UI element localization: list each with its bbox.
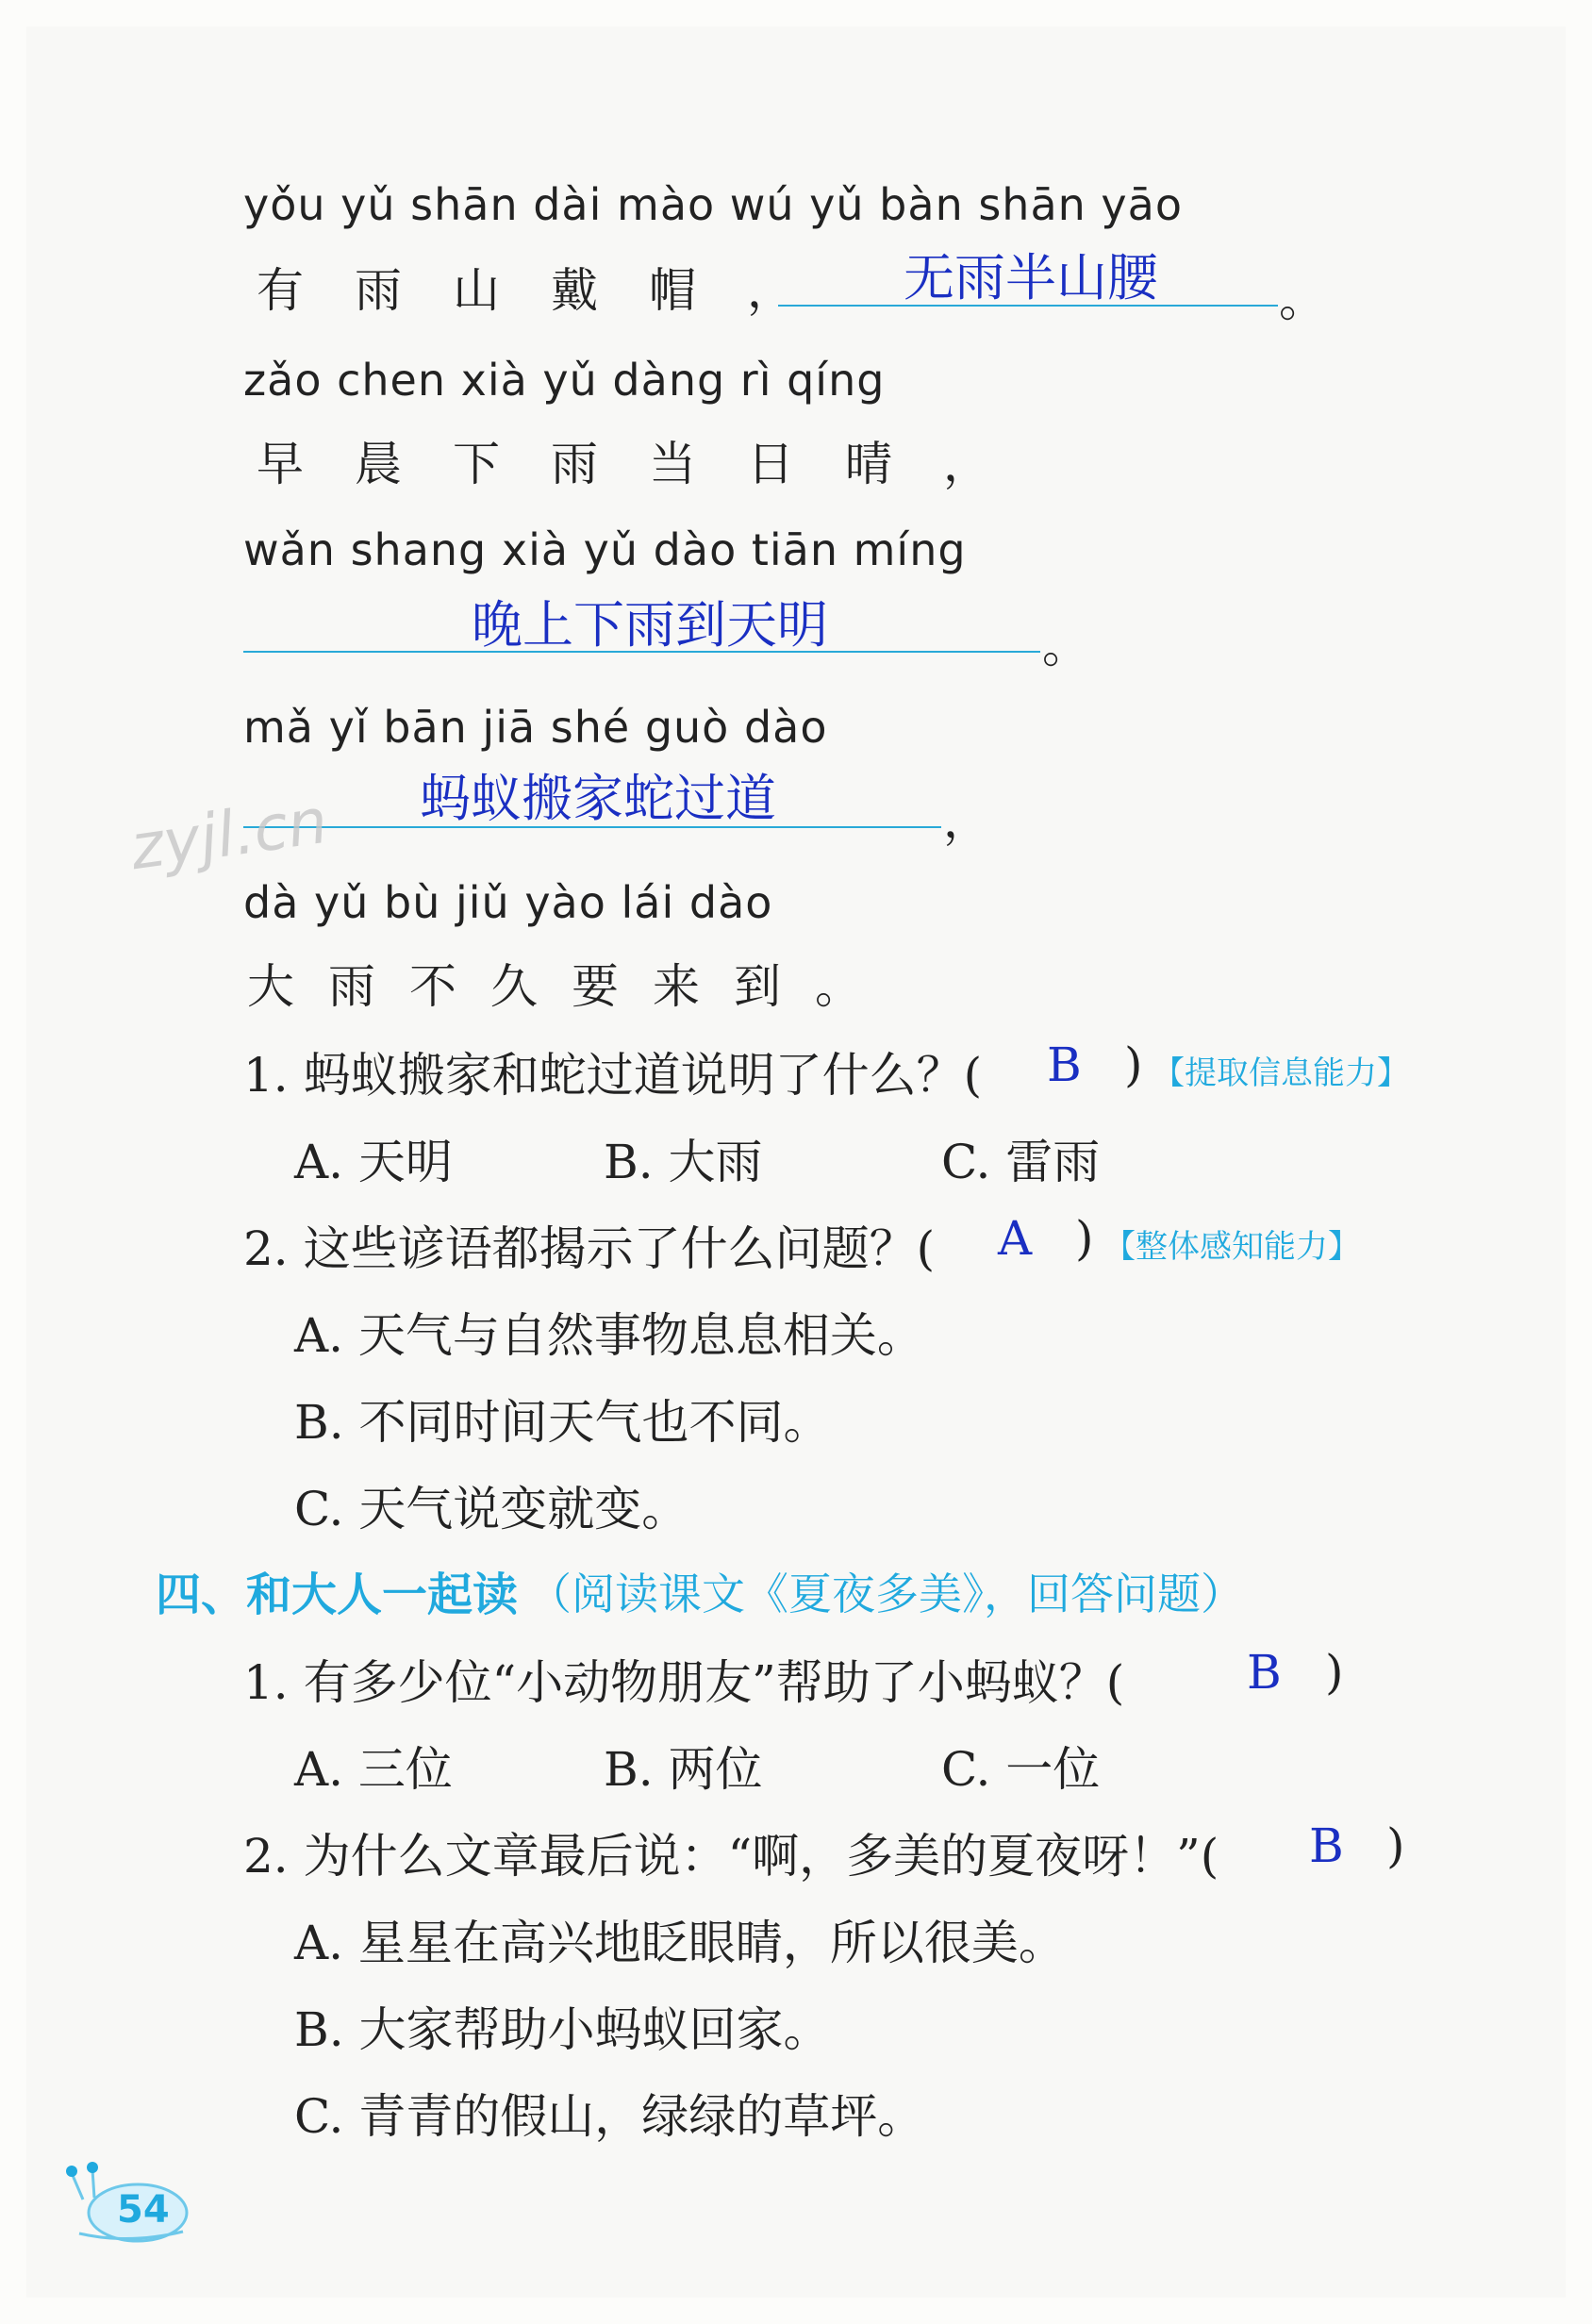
section-4-note: （阅读课文《夏夜多美》，回答问题）: [528, 1569, 1244, 1619]
answer-3-2: A: [998, 1211, 1033, 1266]
paren-close-3-2: ): [1075, 1211, 1094, 1266]
pinyin-line-1: yǒu yǔ shān dài mào wú yǔ bàn shān yāo: [243, 179, 1183, 230]
paren-close-4-1: ): [1325, 1645, 1344, 1700]
question-3-1: 1. 蚂蚁搬家和蛇过道说明了什么？(: [243, 1048, 983, 1103]
option-4-2-b: B. 大家帮助小蚂蚁回家。: [294, 2002, 831, 2057]
skill-tag-3-1: 【提取信息能力】: [1153, 1054, 1409, 1092]
pinyin-line-2: zǎo chen xià yǔ dàng rì qíng: [243, 355, 886, 406]
answer-3-1: B: [1047, 1038, 1082, 1092]
hanzi-line-5: 大 雨 不 久 要 来 到 。: [247, 959, 862, 1014]
pinyin-line-4: mǎ yǐ bān jiā shé guò dào: [243, 702, 828, 753]
question-4-1: 1. 有多少位“小动物朋友”帮助了小蚂蚁？(: [243, 1655, 1125, 1710]
option-4-1-b: B. 两位: [604, 1742, 763, 1797]
paren-close-3-1: ): [1124, 1038, 1143, 1092]
pinyin-line-3: wǎn shang xià yǔ dào tiān míng: [243, 524, 967, 575]
answer-blank-3-line: [243, 826, 941, 828]
period-1: 。: [1279, 273, 1326, 327]
answer-blank-3-text: 蚂蚁搬家蛇过道: [420, 769, 776, 828]
option-3-1-a: A. 天明: [294, 1135, 453, 1189]
option-3-2-c: C. 天气说变就变。: [294, 1482, 689, 1536]
period-2: 。: [1042, 619, 1089, 673]
option-4-1-c: C. 一位: [941, 1742, 1101, 1797]
page-number: 54: [117, 2188, 170, 2232]
answer-blank-1-text: 无雨半山腰: [904, 248, 1158, 307]
question-3-2: 2. 这些谚语都揭示了什么问题？(: [243, 1221, 936, 1276]
question-4-2: 2. 为什么文章最后说：“啊，多美的夏夜呀！”(: [243, 1829, 1219, 1884]
paren-close-4-2: ): [1386, 1818, 1405, 1873]
answer-4-2: B: [1309, 1818, 1344, 1873]
option-4-1-a: A. 三位: [294, 1742, 453, 1797]
section-4-title: 四、和大人一起读: [156, 1569, 519, 1621]
answer-blank-1-line: [778, 305, 1278, 307]
hanzi-line-2: 早 晨 下 雨 当 日 晴 ，: [257, 437, 990, 491]
hanzi-line-1: 有 雨 山 戴 帽 ，: [257, 263, 794, 318]
option-3-2-b: B. 不同时间天气也不同。: [294, 1395, 831, 1450]
answer-blank-2-text: 晚上下雨到天明: [472, 595, 828, 655]
option-4-2-a: A. 星星在高兴地眨眼睛，所以很美。: [294, 1916, 1066, 1970]
option-3-2-a: A. 天气与自然事物息息相关。: [294, 1308, 924, 1363]
option-3-1-b: B. 大雨: [604, 1135, 763, 1189]
answer-blank-2-line: [243, 651, 1040, 653]
skill-tag-3-2: 【整体感知能力】: [1103, 1228, 1360, 1266]
answer-4-1: B: [1247, 1645, 1282, 1700]
watermark: zyjl.cn: [125, 784, 332, 885]
comma-4: ，: [943, 793, 990, 848]
option-4-2-c: C. 青青的假山，绿绿的草坪。: [294, 2089, 925, 2144]
option-3-1-c: C. 雷雨: [941, 1135, 1101, 1189]
pinyin-line-5: dà yǔ bù jiǔ yào lái dào: [243, 877, 773, 928]
